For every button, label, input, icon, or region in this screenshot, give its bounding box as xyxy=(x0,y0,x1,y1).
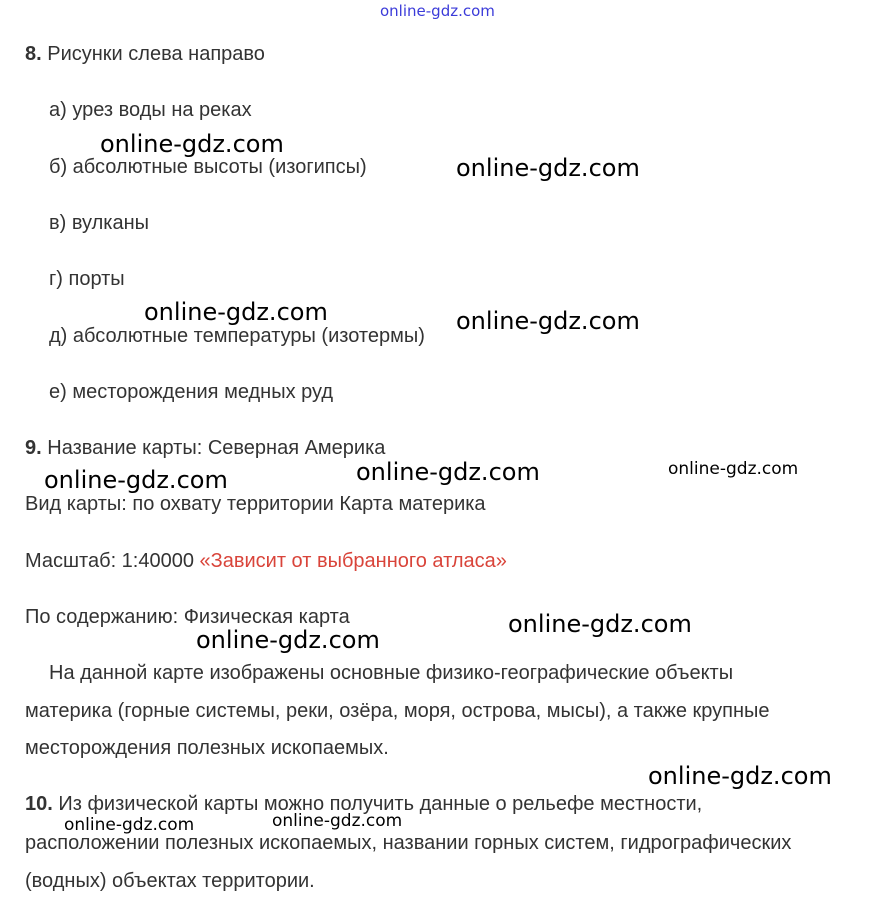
item-8-option-b: б) абсолютные высоты (изогипсы) xyxy=(49,156,367,178)
item-9-heading xyxy=(25,436,385,460)
item-10-line-2: расположении полезных ископаемых, названии горных систем, гидрографических xyxy=(25,832,792,854)
watermark: online-gdz.com xyxy=(44,466,228,494)
item-10-number: 10. xyxy=(25,793,53,815)
item-8-option-c: в) вулканы xyxy=(49,212,149,234)
item-9-content: По содержанию: Физическая карта xyxy=(25,606,350,628)
item-8-number: 8. xyxy=(25,43,42,65)
item-8-option-f: е) месторождения медных руд xyxy=(49,381,334,403)
item-9-scale-label: Масштаб: 1:40000 xyxy=(25,550,194,572)
item-9-view: Вид карты: по охвату территории Карта материка xyxy=(25,493,486,515)
watermark: online-gdz.com xyxy=(508,610,692,638)
watermark: online-gdz.com xyxy=(648,762,832,790)
item-10-line-1: Из физической карты можно получить данные о рельефе местности, xyxy=(58,793,703,815)
watermark: online-gdz.com xyxy=(456,154,640,182)
item-9-desc-line-2: материка (горные системы, реки, озёра, моря, острова, мысы), а также крупные xyxy=(25,700,770,722)
item-9-scale-note: «Зависит от выбранного атласа» xyxy=(199,550,507,572)
watermark: online-gdz.com xyxy=(144,298,328,326)
watermark: online-gdz.com xyxy=(380,2,495,20)
watermark: online-gdz.com xyxy=(272,811,403,831)
watermark: online-gdz.com xyxy=(668,459,799,479)
item-8-title: Рисунки слева направо xyxy=(47,43,265,65)
watermark: online-gdz.com xyxy=(64,815,195,835)
item-8-option-a: а) урез воды на реках xyxy=(49,99,252,121)
item-10-line-3: (водных) объектах территории. xyxy=(25,870,315,892)
watermark: online-gdz.com xyxy=(196,626,380,654)
item-9-desc-line-1: На данной карте изображены основные физико-географические объекты xyxy=(49,662,734,684)
item-8-heading xyxy=(25,42,265,66)
item-9-desc-line-3: месторождения полезных ископаемых. xyxy=(25,737,389,759)
item-9-title: Название карты: Северная Америка xyxy=(47,437,386,459)
watermark: online-gdz.com xyxy=(100,130,284,158)
item-9-number: 9. xyxy=(25,437,42,459)
item-8-option-d: г) порты xyxy=(49,268,125,290)
item-8-option-e: д) абсолютные температуры (изотермы) xyxy=(49,325,425,347)
item-9-scale xyxy=(25,549,507,573)
watermark: online-gdz.com xyxy=(356,458,540,486)
watermark: online-gdz.com xyxy=(456,307,640,335)
